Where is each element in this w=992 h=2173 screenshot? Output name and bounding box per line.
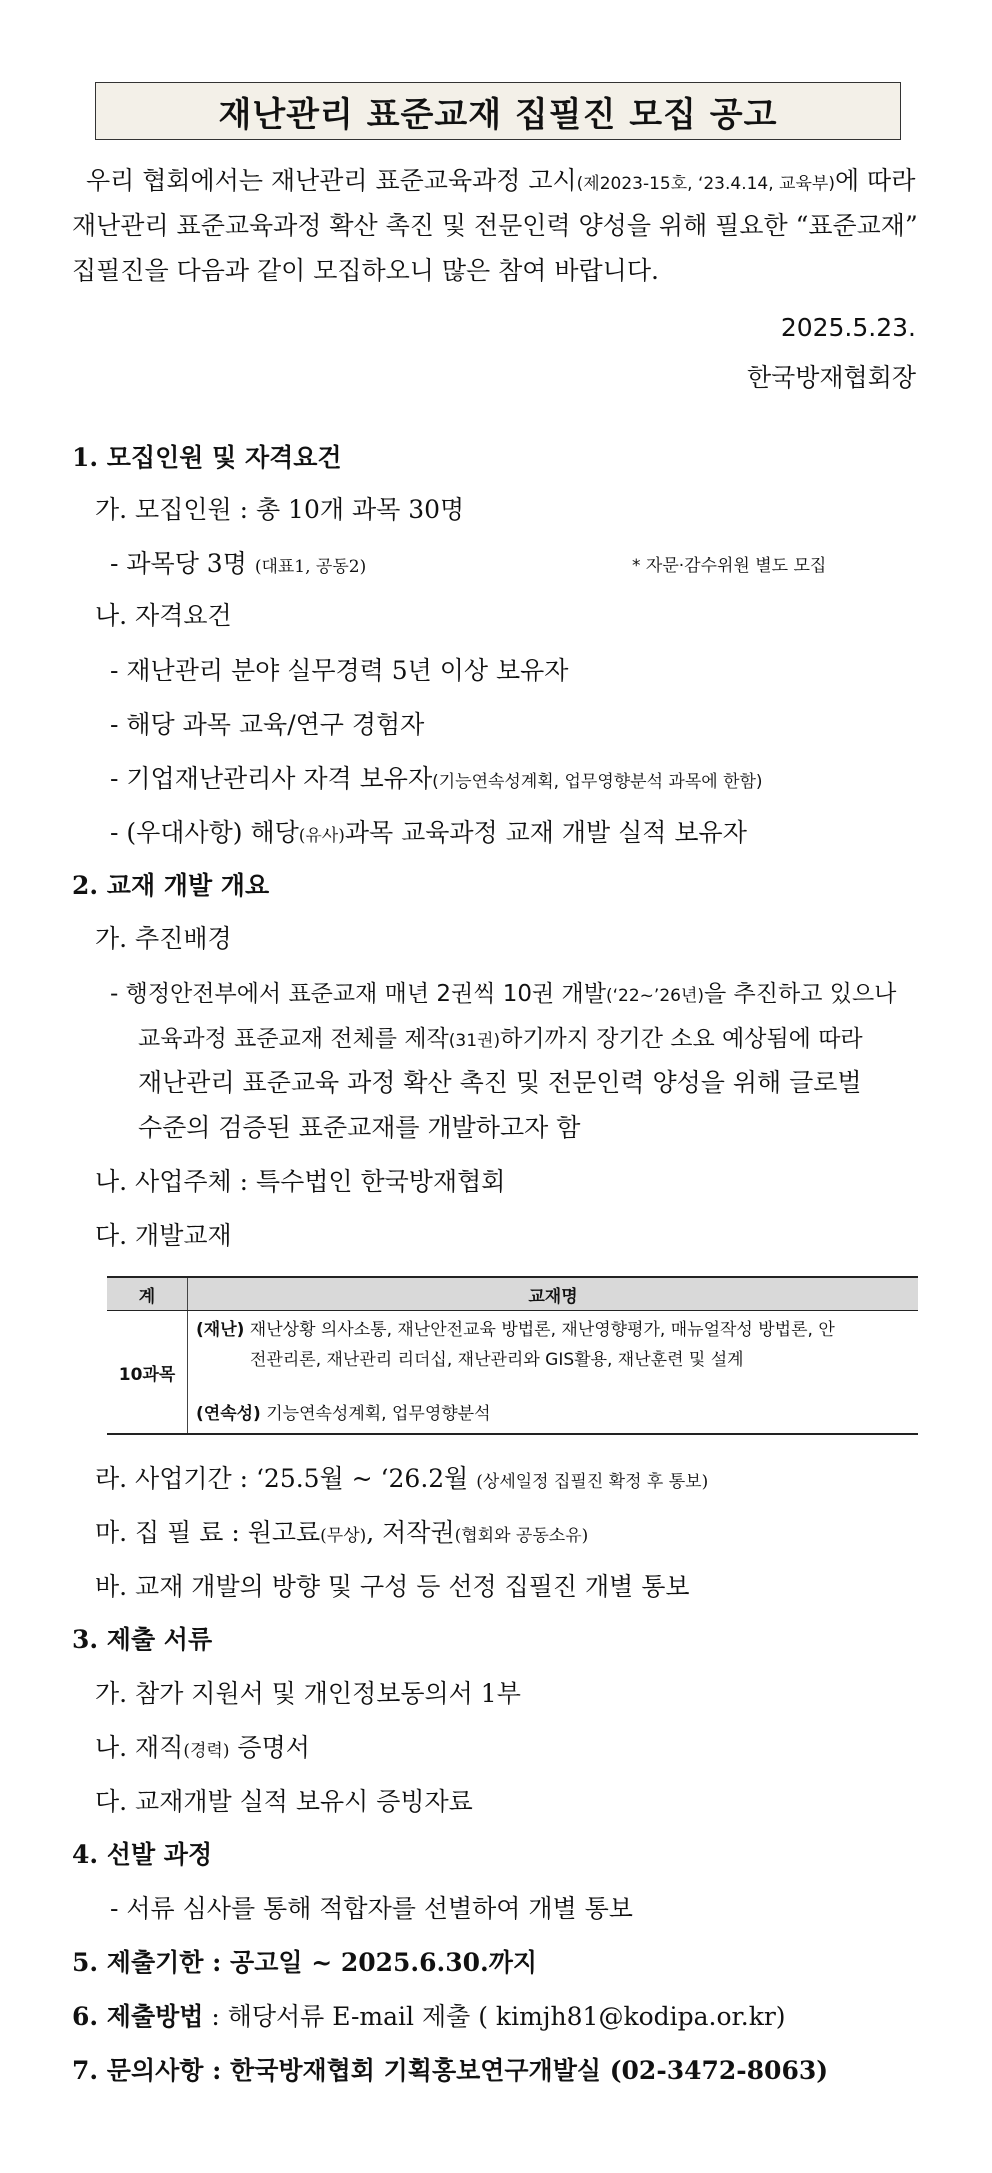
category-label: (재난) xyxy=(196,1320,245,1340)
deadline-value: : 공고일 ~ 2025.6.30.까지 xyxy=(203,1948,538,1977)
background-line: 수준의 검증된 표준교재를 개발하고자 함 xyxy=(138,1113,581,1142)
document-text: 증명서 xyxy=(229,1733,310,1762)
textbook-names: 기능연속성계획, 업무영향분석 xyxy=(266,1404,491,1424)
recruit-count: 가. 모집인원 : 총 10개 과목 30명 xyxy=(95,495,465,524)
period-text: 라. 사업기간 : ‘25.5월 ~ ‘26.2월 xyxy=(95,1464,469,1493)
project-owner: 나. 사업주체 : 특수법인 한국방재협회 xyxy=(95,1167,506,1196)
per-subject xyxy=(110,548,366,583)
inquiry-value: : 한국방재협회 기획홍보연구개발실 (02-3472-8063) xyxy=(203,2056,829,2085)
notice-direction: 바. 교재 개발의 방향 및 구성 등 선정 집필진 개별 통보 xyxy=(95,1572,690,1601)
intro-line-1 xyxy=(86,165,915,200)
background-line xyxy=(110,977,896,1012)
intro-reference: (제2023-15호, ‘23.4.14, 교육부) xyxy=(576,174,835,194)
qualification-heading: 나. 자격요건 xyxy=(95,601,232,630)
qualification-note: (기능연속성계획, 업무영향분석 과목에 한함) xyxy=(432,772,763,792)
per-subject-text: - 과목당 3명 xyxy=(110,549,247,578)
submission-method xyxy=(72,2001,786,2033)
table-count-cell: 10과목 xyxy=(107,1311,188,1435)
qualification-text: - 기업재난관리사 자격 보유자 xyxy=(110,764,433,793)
disaster-list xyxy=(196,1315,912,1345)
table-list-cell xyxy=(188,1311,919,1435)
background-text: 하기까지 장기간 소요 예상됨에 따라 xyxy=(500,1026,863,1052)
qualification-item xyxy=(110,817,747,852)
period-note: (상세일정 집필진 확정 후 통보) xyxy=(476,1472,709,1492)
signer: 한국방재협회장 xyxy=(746,363,916,392)
qualification-note: (유사) xyxy=(298,826,345,846)
selection-item: - 서류 심사를 통해 적합자를 선별하여 개별 통보 xyxy=(110,1894,633,1923)
qualification-item: - 해당 과목 교육/연구 경험자 xyxy=(110,710,425,739)
document-text: 나. 재직 xyxy=(95,1733,184,1762)
textbook-table xyxy=(107,1276,918,1435)
section-1-title: 1. 모집인원 및 자격요건 xyxy=(72,443,342,472)
background-line: 재난관리 표준교육 과정 확산 촉진 및 전문인력 양성을 위해 글로벌 xyxy=(138,1068,862,1097)
method-value: : 해당서류 E-mail 제출 ( kimjh81@kodipa.or.kr) xyxy=(203,2002,786,2031)
qualification-item: - 재난관리 분야 실무경력 5년 이상 보유자 xyxy=(110,656,569,685)
table-header-count: 계 xyxy=(107,1277,188,1311)
textbook-heading: 다. 개발교재 xyxy=(95,1221,232,1250)
fee-note: (협회와 공동소유) xyxy=(454,1526,589,1546)
method-label: 6. 제출방법 xyxy=(72,2002,204,2031)
document-note: (경력) xyxy=(183,1741,230,1761)
document-item: 가. 참가 지원서 및 개인정보동의서 1부 xyxy=(95,1679,521,1708)
background-line xyxy=(138,1022,863,1057)
section-2-title: 2. 교재 개발 개요 xyxy=(72,871,270,900)
fee-note: (무상) xyxy=(320,1526,367,1546)
inquiry-label: 7. 문의사항 xyxy=(72,2056,204,2085)
background-note: (‘22~’26년) xyxy=(606,986,705,1006)
qualification-item xyxy=(110,763,763,798)
fee-text: 마. 집 필 료 : 원고료 xyxy=(95,1518,321,1547)
textbook-names: 재난상황 의사소통, 재난안전교육 방법론, 재난영향평가, 매뉴얼작성 방법론, 안 xyxy=(249,1320,835,1340)
qualification-text: 과목 교육과정 교재 개발 실적 보유자 xyxy=(344,818,747,847)
fee-text: , 저작권 xyxy=(366,1518,455,1547)
document-item: 다. 교재개발 실적 보유시 증빙자료 xyxy=(95,1787,473,1816)
intro-line-2: 재난관리 표준교육과정 확산 촉진 및 전문인력 양성을 위해 필요한 “표준교재” xyxy=(72,211,918,240)
project-period xyxy=(95,1463,708,1498)
section-3-title: 3. 제출 서류 xyxy=(72,1625,213,1654)
notice-date: 2025.5.23. xyxy=(780,313,916,342)
advisor-note: * 자문·감수위원 별도 모집 xyxy=(632,556,827,576)
disaster-list-cont: 전관리론, 재난관리 리더십, 재난관리와 GIS활용, 재난훈련 및 설계 xyxy=(250,1350,744,1370)
intro-text: 우리 협회에서는 재난관리 표준교육과정 고시 xyxy=(86,166,577,195)
table-header-name: 교재명 xyxy=(188,1277,919,1311)
category-label: (연속성) xyxy=(196,1404,261,1424)
writing-fee xyxy=(95,1517,588,1552)
section-4-title: 4. 선발 과정 xyxy=(72,1840,213,1869)
intro-line-3: 집필진을 다음과 같이 모집하오니 많은 참여 바랍니다. xyxy=(72,256,659,285)
qualification-text: - (우대사항) 해당 xyxy=(110,818,299,847)
deadline xyxy=(72,1947,537,1979)
document-item xyxy=(95,1732,310,1767)
per-subject-detail: (대표1, 공동2) xyxy=(254,557,367,577)
background-text: 을 추진하고 있으나 xyxy=(704,981,897,1007)
background-heading: 가. 추진배경 xyxy=(95,924,232,953)
deadline-label: 5. 제출기한 xyxy=(72,1948,204,1977)
background-text: - 행정안전부에서 표준교재 매년 2권씩 10권 개발 xyxy=(110,981,606,1007)
continuity-list xyxy=(196,1399,912,1429)
inquiry xyxy=(72,2055,828,2087)
page-title: 재난관리 표준교재 집필진 모집 공고 xyxy=(95,82,901,140)
background-note: (31권) xyxy=(448,1031,501,1051)
background-text: 교육과정 표준교재 전체를 제작 xyxy=(138,1026,449,1052)
intro-text-end: 에 따라 xyxy=(834,166,916,195)
